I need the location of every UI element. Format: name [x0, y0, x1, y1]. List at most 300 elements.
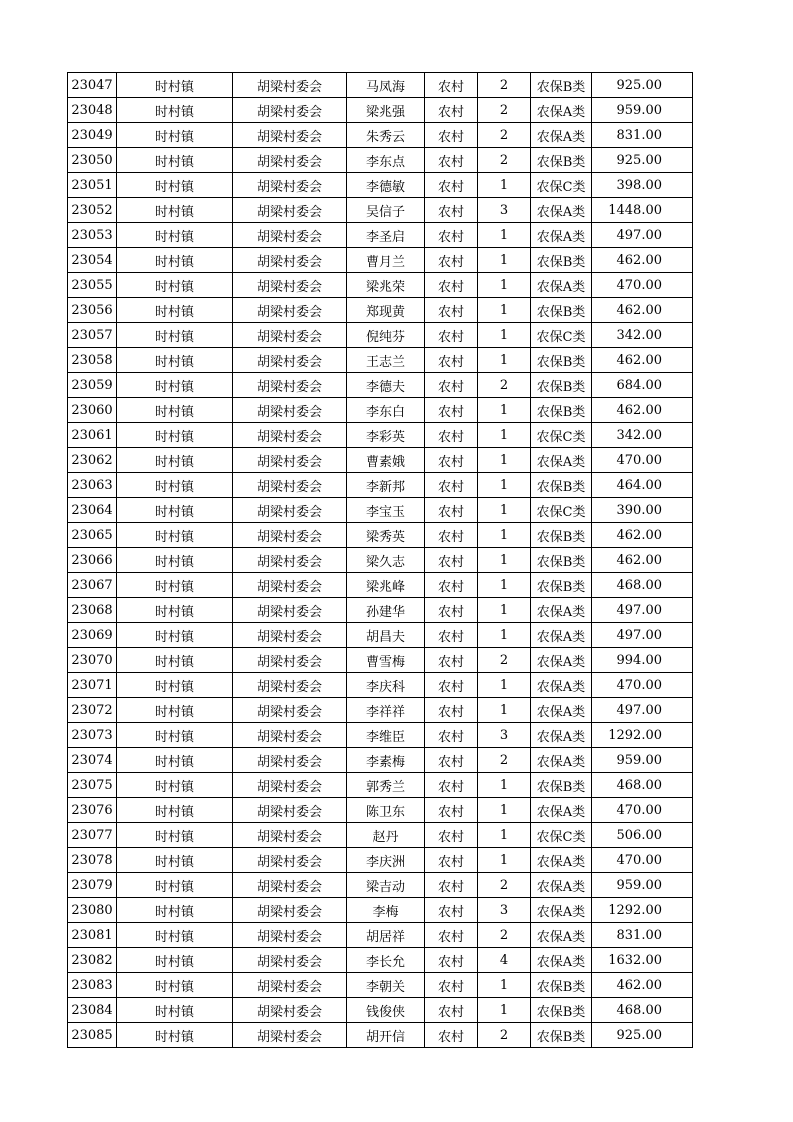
name-cell: 朱秀云: [347, 123, 425, 148]
category-cell: 农保C类: [531, 498, 592, 523]
id-cell: 23048: [68, 98, 117, 123]
count-cell: 2: [478, 748, 531, 773]
category-cell: 农保A类: [531, 123, 592, 148]
committee-cell: 胡梁村委会: [233, 748, 347, 773]
data-table: [67, 72, 693, 1048]
town-cell: 时村镇: [117, 423, 233, 448]
committee-cell: 胡梁村委会: [233, 948, 347, 973]
id-cell: 23047: [68, 73, 117, 98]
category-cell: 农保B类: [531, 773, 592, 798]
count-cell: 1: [478, 698, 531, 723]
committee-cell: 胡梁村委会: [233, 873, 347, 898]
committee-cell: 胡梁村委会: [233, 848, 347, 873]
amount-cell: 506.00: [592, 823, 693, 848]
name-cell: 李东点: [347, 148, 425, 173]
amount-cell: 684.00: [592, 373, 693, 398]
id-cell: 23084: [68, 998, 117, 1023]
amount-cell: 994.00: [592, 648, 693, 673]
amount-cell: 959.00: [592, 873, 693, 898]
committee-cell: 胡梁村委会: [233, 798, 347, 823]
town-cell: 时村镇: [117, 923, 233, 948]
area-cell: 农村: [425, 473, 478, 498]
table-row: [68, 1023, 693, 1048]
name-cell: 曹雪梅: [347, 648, 425, 673]
town-cell: 时村镇: [117, 798, 233, 823]
id-cell: 23062: [68, 448, 117, 473]
table-row: [68, 423, 693, 448]
area-cell: 农村: [425, 173, 478, 198]
committee-cell: 胡梁村委会: [233, 498, 347, 523]
table-row: [68, 848, 693, 873]
town-cell: 时村镇: [117, 148, 233, 173]
town-cell: 时村镇: [117, 473, 233, 498]
town-cell: 时村镇: [117, 973, 233, 998]
id-cell: 23074: [68, 748, 117, 773]
category-cell: 农保B类: [531, 973, 592, 998]
table-row: [68, 573, 693, 598]
id-cell: 23057: [68, 323, 117, 348]
town-cell: 时村镇: [117, 848, 233, 873]
committee-cell: 胡梁村委会: [233, 923, 347, 948]
committee-cell: 胡梁村委会: [233, 273, 347, 298]
count-cell: 3: [478, 198, 531, 223]
amount-cell: 462.00: [592, 248, 693, 273]
category-cell: 农保C类: [531, 423, 592, 448]
area-cell: 农村: [425, 773, 478, 798]
amount-cell: 462.00: [592, 548, 693, 573]
category-cell: 农保A类: [531, 848, 592, 873]
town-cell: 时村镇: [117, 573, 233, 598]
category-cell: 农保A类: [531, 273, 592, 298]
town-cell: 时村镇: [117, 698, 233, 723]
count-cell: 1: [478, 573, 531, 598]
category-cell: 农保B类: [531, 373, 592, 398]
table-row: [68, 723, 693, 748]
name-cell: 李长允: [347, 948, 425, 973]
count-cell: 1: [478, 773, 531, 798]
id-cell: 23052: [68, 198, 117, 223]
count-cell: 1: [478, 498, 531, 523]
table-row: [68, 598, 693, 623]
count-cell: 2: [478, 73, 531, 98]
town-cell: 时村镇: [117, 223, 233, 248]
table-row: [68, 123, 693, 148]
area-cell: 农村: [425, 298, 478, 323]
count-cell: 2: [478, 98, 531, 123]
name-cell: 郭秀兰: [347, 773, 425, 798]
table-row: [68, 73, 693, 98]
table-row: [68, 273, 693, 298]
name-cell: 李梅: [347, 898, 425, 923]
table-row: [68, 798, 693, 823]
id-cell: 23050: [68, 148, 117, 173]
table-row: [68, 898, 693, 923]
id-cell: 23072: [68, 698, 117, 723]
count-cell: 1: [478, 548, 531, 573]
name-cell: 李庆科: [347, 673, 425, 698]
area-cell: 农村: [425, 898, 478, 923]
category-cell: 农保C类: [531, 173, 592, 198]
amount-cell: 462.00: [592, 348, 693, 373]
area-cell: 农村: [425, 748, 478, 773]
name-cell: 李新邦: [347, 473, 425, 498]
committee-cell: 胡梁村委会: [233, 998, 347, 1023]
town-cell: 时村镇: [117, 773, 233, 798]
id-cell: 23078: [68, 848, 117, 873]
name-cell: 李德敏: [347, 173, 425, 198]
area-cell: 农村: [425, 998, 478, 1023]
category-cell: 农保B类: [531, 1023, 592, 1048]
id-cell: 23059: [68, 373, 117, 398]
count-cell: 1: [478, 673, 531, 698]
category-cell: 农保A类: [531, 623, 592, 648]
amount-cell: 470.00: [592, 848, 693, 873]
town-cell: 时村镇: [117, 748, 233, 773]
town-cell: 时村镇: [117, 873, 233, 898]
table-row: [68, 973, 693, 998]
area-cell: 农村: [425, 73, 478, 98]
count-cell: 1: [478, 323, 531, 348]
table-row: [68, 998, 693, 1023]
committee-cell: 胡梁村委会: [233, 373, 347, 398]
table-row: [68, 323, 693, 348]
area-cell: 农村: [425, 848, 478, 873]
table-row: [68, 373, 693, 398]
amount-cell: 342.00: [592, 423, 693, 448]
count-cell: 2: [478, 373, 531, 398]
area-cell: 农村: [425, 1023, 478, 1048]
id-cell: 23067: [68, 573, 117, 598]
committee-cell: 胡梁村委会: [233, 298, 347, 323]
table-row: [68, 223, 693, 248]
category-cell: 农保B类: [531, 473, 592, 498]
category-cell: 农保A类: [531, 898, 592, 923]
table-row: [68, 948, 693, 973]
id-cell: 23065: [68, 523, 117, 548]
town-cell: 时村镇: [117, 73, 233, 98]
table-row: [68, 873, 693, 898]
count-cell: 1: [478, 473, 531, 498]
town-cell: 时村镇: [117, 123, 233, 148]
table-row: [68, 398, 693, 423]
category-cell: 农保A类: [531, 673, 592, 698]
area-cell: 农村: [425, 573, 478, 598]
category-cell: 农保B类: [531, 248, 592, 273]
count-cell: 3: [478, 898, 531, 923]
id-cell: 23056: [68, 298, 117, 323]
amount-cell: 925.00: [592, 148, 693, 173]
town-cell: 时村镇: [117, 323, 233, 348]
town-cell: 时村镇: [117, 523, 233, 548]
name-cell: 梁兆荣: [347, 273, 425, 298]
category-cell: 农保A类: [531, 748, 592, 773]
table-row: [68, 173, 693, 198]
count-cell: 1: [478, 848, 531, 873]
town-cell: 时村镇: [117, 248, 233, 273]
area-cell: 农村: [425, 873, 478, 898]
committee-cell: 胡梁村委会: [233, 773, 347, 798]
committee-cell: 胡梁村委会: [233, 98, 347, 123]
count-cell: 1: [478, 448, 531, 473]
town-cell: 时村镇: [117, 598, 233, 623]
table-row: [68, 298, 693, 323]
committee-cell: 胡梁村委会: [233, 898, 347, 923]
town-cell: 时村镇: [117, 648, 233, 673]
count-cell: 1: [478, 248, 531, 273]
amount-cell: 468.00: [592, 998, 693, 1023]
category-cell: 农保A类: [531, 448, 592, 473]
committee-cell: 胡梁村委会: [233, 1023, 347, 1048]
id-cell: 23079: [68, 873, 117, 898]
table-row: [68, 923, 693, 948]
amount-cell: 398.00: [592, 173, 693, 198]
category-cell: 农保B类: [531, 573, 592, 598]
count-cell: 1: [478, 423, 531, 448]
id-cell: 23064: [68, 498, 117, 523]
area-cell: 农村: [425, 273, 478, 298]
table-row: [68, 198, 693, 223]
amount-cell: 925.00: [592, 1023, 693, 1048]
town-cell: 时村镇: [117, 673, 233, 698]
category-cell: 农保B类: [531, 148, 592, 173]
town-cell: 时村镇: [117, 723, 233, 748]
category-cell: 农保B类: [531, 523, 592, 548]
table-row: [68, 98, 693, 123]
area-cell: 农村: [425, 923, 478, 948]
committee-cell: 胡梁村委会: [233, 198, 347, 223]
amount-cell: 497.00: [592, 598, 693, 623]
id-cell: 23077: [68, 823, 117, 848]
name-cell: 李德夫: [347, 373, 425, 398]
name-cell: 孙建华: [347, 598, 425, 623]
table-row: [68, 448, 693, 473]
committee-cell: 胡梁村委会: [233, 698, 347, 723]
amount-cell: 497.00: [592, 223, 693, 248]
id-cell: 23058: [68, 348, 117, 373]
amount-cell: 1292.00: [592, 898, 693, 923]
amount-cell: 468.00: [592, 773, 693, 798]
name-cell: 梁兆强: [347, 98, 425, 123]
committee-cell: 胡梁村委会: [233, 523, 347, 548]
amount-cell: 468.00: [592, 573, 693, 598]
category-cell: 农保A类: [531, 223, 592, 248]
category-cell: 农保A类: [531, 598, 592, 623]
id-cell: 23075: [68, 773, 117, 798]
category-cell: 农保A类: [531, 698, 592, 723]
category-cell: 农保A类: [531, 798, 592, 823]
name-cell: 赵丹: [347, 823, 425, 848]
town-cell: 时村镇: [117, 173, 233, 198]
area-cell: 农村: [425, 348, 478, 373]
amount-cell: 342.00: [592, 323, 693, 348]
name-cell: 李维臣: [347, 723, 425, 748]
committee-cell: 胡梁村委会: [233, 148, 347, 173]
table-body: [68, 73, 693, 1048]
id-cell: 23066: [68, 548, 117, 573]
committee-cell: 胡梁村委会: [233, 823, 347, 848]
name-cell: 王志兰: [347, 348, 425, 373]
category-cell: 农保A类: [531, 873, 592, 898]
category-cell: 农保A类: [531, 648, 592, 673]
name-cell: 梁吉动: [347, 873, 425, 898]
town-cell: 时村镇: [117, 823, 233, 848]
town-cell: 时村镇: [117, 948, 233, 973]
committee-cell: 胡梁村委会: [233, 423, 347, 448]
table-row: [68, 248, 693, 273]
committee-cell: 胡梁村委会: [233, 448, 347, 473]
name-cell: 胡昌夫: [347, 623, 425, 648]
category-cell: 农保B类: [531, 348, 592, 373]
area-cell: 农村: [425, 698, 478, 723]
committee-cell: 胡梁村委会: [233, 598, 347, 623]
amount-cell: 959.00: [592, 98, 693, 123]
table-row: [68, 148, 693, 173]
count-cell: 1: [478, 223, 531, 248]
area-cell: 农村: [425, 123, 478, 148]
amount-cell: 470.00: [592, 798, 693, 823]
category-cell: 农保A类: [531, 723, 592, 748]
category-cell: 农保B类: [531, 73, 592, 98]
town-cell: 时村镇: [117, 348, 233, 373]
name-cell: 梁久志: [347, 548, 425, 573]
id-cell: 23082: [68, 948, 117, 973]
committee-cell: 胡梁村委会: [233, 648, 347, 673]
amount-cell: 464.00: [592, 473, 693, 498]
committee-cell: 胡梁村委会: [233, 123, 347, 148]
count-cell: 1: [478, 623, 531, 648]
count-cell: 2: [478, 1023, 531, 1048]
town-cell: 时村镇: [117, 273, 233, 298]
id-cell: 23083: [68, 973, 117, 998]
amount-cell: 462.00: [592, 398, 693, 423]
category-cell: 农保A类: [531, 923, 592, 948]
area-cell: 农村: [425, 598, 478, 623]
id-cell: 23081: [68, 923, 117, 948]
id-cell: 23069: [68, 623, 117, 648]
area-cell: 农村: [425, 673, 478, 698]
table-row: [68, 673, 693, 698]
name-cell: 李圣启: [347, 223, 425, 248]
amount-cell: 462.00: [592, 298, 693, 323]
table-row: [68, 498, 693, 523]
count-cell: 1: [478, 973, 531, 998]
town-cell: 时村镇: [117, 998, 233, 1023]
id-cell: 23063: [68, 473, 117, 498]
name-cell: 马凤海: [347, 73, 425, 98]
committee-cell: 胡梁村委会: [233, 973, 347, 998]
committee-cell: 胡梁村委会: [233, 73, 347, 98]
area-cell: 农村: [425, 948, 478, 973]
table-row: [68, 348, 693, 373]
count-cell: 4: [478, 948, 531, 973]
committee-cell: 胡梁村委会: [233, 223, 347, 248]
area-cell: 农村: [425, 398, 478, 423]
area-cell: 农村: [425, 373, 478, 398]
name-cell: 吴信子: [347, 198, 425, 223]
id-cell: 23076: [68, 798, 117, 823]
count-cell: 1: [478, 273, 531, 298]
count-cell: 1: [478, 823, 531, 848]
name-cell: 李宝玉: [347, 498, 425, 523]
category-cell: 农保B类: [531, 548, 592, 573]
amount-cell: 831.00: [592, 123, 693, 148]
town-cell: 时村镇: [117, 548, 233, 573]
amount-cell: 1632.00: [592, 948, 693, 973]
name-cell: 李素梅: [347, 748, 425, 773]
area-cell: 农村: [425, 798, 478, 823]
area-cell: 农村: [425, 223, 478, 248]
count-cell: 3: [478, 723, 531, 748]
name-cell: 郑现黄: [347, 298, 425, 323]
count-cell: 1: [478, 173, 531, 198]
area-cell: 农村: [425, 423, 478, 448]
amount-cell: 470.00: [592, 448, 693, 473]
name-cell: 曹月兰: [347, 248, 425, 273]
table-row: [68, 748, 693, 773]
id-cell: 23055: [68, 273, 117, 298]
area-cell: 农村: [425, 523, 478, 548]
name-cell: 梁兆峰: [347, 573, 425, 598]
amount-cell: 497.00: [592, 698, 693, 723]
area-cell: 农村: [425, 823, 478, 848]
name-cell: 李朝关: [347, 973, 425, 998]
count-cell: 1: [478, 298, 531, 323]
area-cell: 农村: [425, 648, 478, 673]
area-cell: 农村: [425, 623, 478, 648]
category-cell: 农保A类: [531, 198, 592, 223]
name-cell: 李祥祥: [347, 698, 425, 723]
id-cell: 23073: [68, 723, 117, 748]
amount-cell: 497.00: [592, 623, 693, 648]
amount-cell: 925.00: [592, 73, 693, 98]
table-row: [68, 473, 693, 498]
area-cell: 农村: [425, 198, 478, 223]
committee-cell: 胡梁村委会: [233, 673, 347, 698]
id-cell: 23049: [68, 123, 117, 148]
area-cell: 农村: [425, 323, 478, 348]
area-cell: 农村: [425, 498, 478, 523]
name-cell: 倪纯芬: [347, 323, 425, 348]
count-cell: 2: [478, 148, 531, 173]
id-cell: 23068: [68, 598, 117, 623]
category-cell: 农保A类: [531, 98, 592, 123]
committee-cell: 胡梁村委会: [233, 723, 347, 748]
count-cell: 1: [478, 523, 531, 548]
category-cell: 农保A类: [531, 948, 592, 973]
amount-cell: 390.00: [592, 498, 693, 523]
count-cell: 2: [478, 648, 531, 673]
amount-cell: 831.00: [592, 923, 693, 948]
count-cell: 1: [478, 348, 531, 373]
count-cell: 2: [478, 873, 531, 898]
amount-cell: 462.00: [592, 523, 693, 548]
name-cell: 李东白: [347, 398, 425, 423]
id-cell: 23053: [68, 223, 117, 248]
name-cell: 李庆洲: [347, 848, 425, 873]
name-cell: 曹素娥: [347, 448, 425, 473]
town-cell: 时村镇: [117, 198, 233, 223]
amount-cell: 470.00: [592, 273, 693, 298]
name-cell: 胡开信: [347, 1023, 425, 1048]
area-cell: 农村: [425, 973, 478, 998]
committee-cell: 胡梁村委会: [233, 348, 347, 373]
count-cell: 2: [478, 123, 531, 148]
count-cell: 1: [478, 798, 531, 823]
table-row: [68, 698, 693, 723]
committee-cell: 胡梁村委会: [233, 398, 347, 423]
name-cell: 李彩英: [347, 423, 425, 448]
table-row: [68, 548, 693, 573]
